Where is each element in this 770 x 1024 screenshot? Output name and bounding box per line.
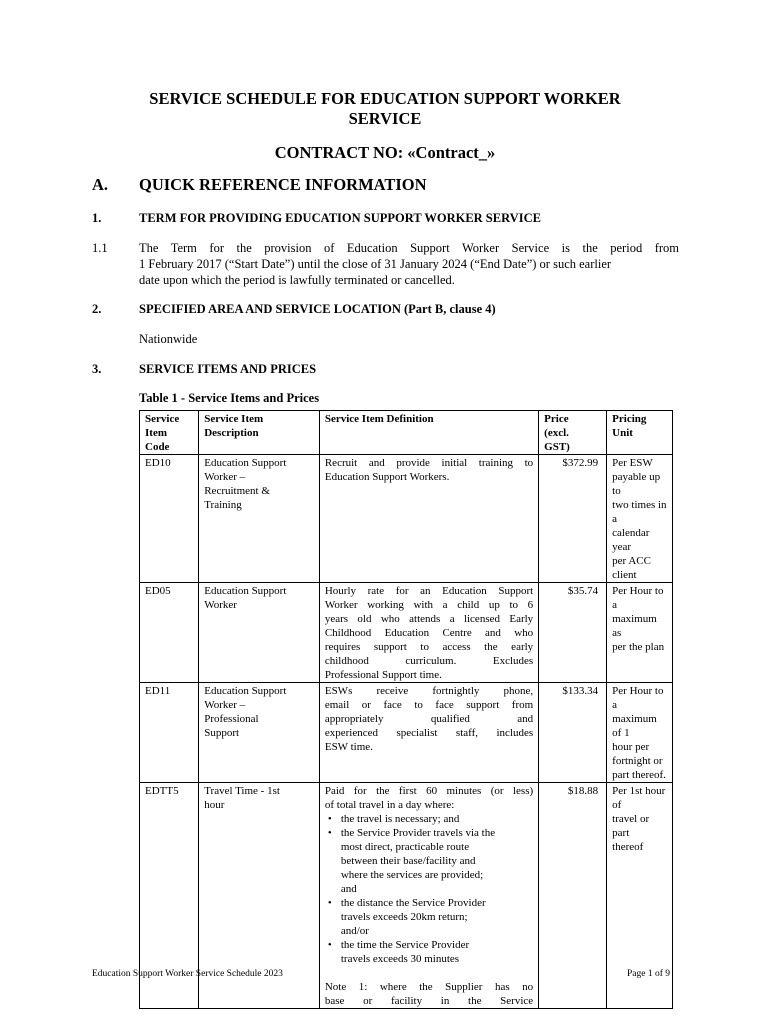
- contract-number: CONTRACT NO: «Contract_»: [274, 143, 496, 162]
- cell-code: EDTT5: [140, 783, 199, 1009]
- unit-line: Per ESW: [612, 457, 653, 469]
- section-3-number: 3.: [92, 362, 102, 376]
- section-2-title: SPECIFIED AREA AND SERVICE LOCATION (Part B, clause 4): [139, 302, 496, 316]
- desc-line: Professional: [204, 713, 259, 725]
- cell-description: [199, 455, 320, 583]
- bullet-line: and/or: [340, 925, 369, 937]
- header-price-line: Price: [544, 413, 569, 425]
- def-line: ESWs receive fortnightly phone,: [324, 685, 534, 697]
- desc-line: Education Support: [204, 685, 287, 697]
- header-code-line: Code: [145, 441, 170, 453]
- clause-line: 1 February 2017 (“Start Date”) until the close of 31 January 2024 (“End Date”) or such earlier: [139, 257, 612, 271]
- bullet-line: • the time the Service Provider: [340, 939, 470, 951]
- bullet-line: between their base/facility and: [340, 855, 476, 867]
- cell-definition: [319, 583, 538, 683]
- table-caption: Table 1 - Service Items and Prices: [139, 391, 320, 405]
- unit-line: travel or part: [612, 813, 650, 839]
- bullet-line: travels exceeds 20km return;: [340, 911, 468, 923]
- unit-line: thereof: [612, 841, 644, 853]
- bullet-item: [341, 938, 533, 966]
- cell-unit: [607, 683, 673, 783]
- cell-price: $35.74: [539, 583, 607, 683]
- clause-line: The Term for the provision of Education Support Worker Service is the period from: [139, 241, 679, 255]
- bullet-line: • the Service Provider travels via the: [340, 827, 496, 839]
- bullet-item: [341, 826, 533, 896]
- unit-line: Per 1st hour of: [612, 785, 666, 811]
- desc-line: Recruitment &: [204, 485, 270, 497]
- header-price-line: (excl.: [544, 427, 569, 439]
- def-line: Professional Support time.: [324, 669, 442, 681]
- def-line: requires support to access the early: [324, 641, 534, 653]
- unit-line: Per Hour to a: [612, 685, 664, 711]
- footer-page-number: Page 1 of 9: [626, 969, 670, 979]
- desc-line: Education Support: [204, 585, 287, 597]
- table-row: [140, 683, 673, 783]
- clause-1-1-number: 1.1: [92, 241, 108, 255]
- desc-line: Education Support: [204, 457, 287, 469]
- cell-code: ED11: [140, 683, 199, 783]
- unit-line: per the plan: [612, 641, 665, 653]
- section-3-title: SERVICE ITEMS AND PRICES: [139, 362, 317, 376]
- cell-description: [199, 683, 320, 783]
- section-1-number: 1.: [92, 211, 102, 225]
- bullet-line: and: [340, 883, 357, 895]
- header-price: [539, 411, 607, 455]
- desc-line: Worker: [204, 599, 237, 611]
- bullet-line: • the travel is necessary; and: [340, 813, 460, 825]
- unit-line: maximum of 1: [612, 713, 657, 739]
- unit-line: calendar year: [612, 527, 650, 553]
- cell-price: $133.34: [539, 683, 607, 783]
- def-line: base or facility in the Service: [324, 995, 534, 1007]
- unit-line: fortnight or: [612, 755, 663, 767]
- header-description: Service Item Description: [199, 411, 320, 455]
- unit-line: hour per: [612, 741, 650, 753]
- table-row: [140, 583, 673, 683]
- def-line: Worker working with a child up to 6: [324, 599, 534, 611]
- document-title: [100, 89, 670, 129]
- service-items-table: [139, 410, 673, 1009]
- def-line: Paid for the first 60 minutes (or less): [324, 785, 534, 797]
- def-line: appropriately qualified and: [324, 713, 534, 725]
- bullet-line: most direct, practicable route: [340, 841, 470, 853]
- header-definition: Service Item Definition: [319, 411, 538, 455]
- cell-code: ED10: [140, 455, 199, 583]
- unit-line: part thereof.: [612, 769, 666, 781]
- section-a-letter: A.: [92, 175, 109, 194]
- def-line: Hourly rate for an Education Support: [324, 585, 534, 597]
- unit-line: two times in a: [612, 499, 667, 525]
- unit-line: maximum as: [612, 613, 657, 639]
- unit-line: per ACC client: [612, 555, 651, 581]
- cell-unit: [607, 455, 673, 583]
- header-unit: Pricing Unit: [607, 411, 673, 455]
- section-1-title: TERM FOR PROVIDING EDUCATION SUPPORT WORKER SERVICE: [139, 211, 541, 225]
- header-price-line: GST): [544, 441, 570, 453]
- def-line: of total travel in a day where:: [324, 799, 455, 811]
- bullet-line: where the services are provided;: [340, 869, 484, 881]
- table-row: [140, 455, 673, 583]
- desc-line: hour: [204, 799, 225, 811]
- section-2-number: 2.: [92, 302, 102, 316]
- def-line: Note 1: where the Supplier has no: [324, 981, 534, 993]
- bullet-item: [341, 896, 533, 938]
- header-code-line: Item: [145, 427, 167, 439]
- unit-line: payable up to: [612, 471, 661, 497]
- definition-bullet-list: [325, 812, 533, 966]
- header-code: [140, 411, 199, 455]
- desc-line: Travel Time - 1st: [204, 785, 280, 797]
- table-header-row: [140, 411, 673, 455]
- desc-line: Training: [204, 499, 242, 511]
- def-line: ESW time.: [324, 741, 373, 753]
- title-line-1: SERVICE SCHEDULE FOR EDUCATION SUPPORT WORKER: [149, 89, 621, 108]
- def-line: Education Support Workers.: [324, 471, 450, 483]
- bullet-line: travels exceeds 30 minutes: [340, 953, 460, 965]
- cell-price: $18.88: [539, 783, 607, 1009]
- cell-price: $372.99: [539, 455, 607, 583]
- cell-definition: [319, 455, 538, 583]
- clause-line: date upon which the period is lawfully terminated or cancelled.: [139, 273, 455, 287]
- def-line: email or face to face support from: [324, 699, 534, 711]
- desc-line: Support: [204, 727, 240, 739]
- footer-document-name: Education Support Worker Service Schedule 2023: [92, 969, 283, 979]
- cell-definition: [319, 683, 538, 783]
- desc-line: Worker –: [204, 471, 246, 483]
- def-line: years old who attends a licensed Early: [324, 613, 534, 625]
- cell-definition: [319, 783, 538, 1009]
- clause-1-1-text: [139, 240, 679, 288]
- def-line: Recruit and provide initial training to: [324, 457, 534, 469]
- cell-description: [199, 583, 320, 683]
- def-line: childhood curriculum. Excludes: [324, 655, 534, 667]
- cell-code: ED05: [140, 583, 199, 683]
- cell-unit: [607, 583, 673, 683]
- section-a-title: QUICK REFERENCE INFORMATION: [139, 175, 427, 194]
- unit-line: Per Hour to a: [612, 585, 664, 611]
- header-code-line: Service: [145, 413, 180, 425]
- bullet-item: [341, 812, 533, 826]
- bullet-line: • the distance the Service Provider: [340, 897, 486, 909]
- def-line: experienced specialist staff, includes: [324, 727, 534, 739]
- section-2-body: Nationwide: [139, 332, 198, 346]
- desc-line: Worker –: [204, 699, 246, 711]
- title-line-2: SERVICE: [348, 109, 422, 128]
- def-line: Childhood Education Centre and who: [324, 627, 534, 639]
